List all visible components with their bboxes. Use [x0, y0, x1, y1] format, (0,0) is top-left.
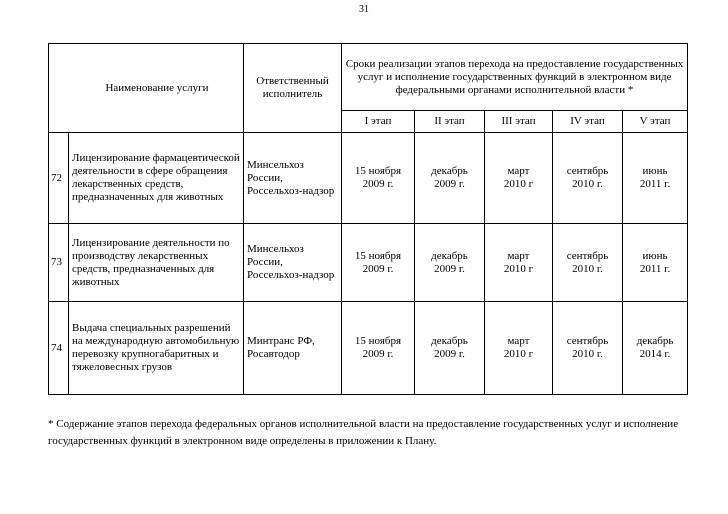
row-service: Лицензирование фармацевтической деятельности в сфере обращения лекарственных средств, предназначенных для животных [69, 133, 244, 224]
row-stage-2: декабрь 2009 г. [415, 302, 485, 395]
row-executor: Минсельхоз России, Россельхоз-надзор [244, 133, 342, 224]
row-number: 73 [49, 224, 69, 302]
row-stage-5: декабрь 2014 г. [623, 302, 688, 395]
row-service: Выдача специальных разрешений на международную автомобильную перевозку крупногабаритных и тяжеловесных грузов [69, 302, 244, 395]
row-stage-2: декабрь 2009 г. [415, 133, 485, 224]
row-stage-3: март 2010 г [485, 302, 553, 395]
row-stage-5: июнь 2011 г. [623, 224, 688, 302]
row-number: 74 [49, 302, 69, 395]
row-stage-5: июнь 2011 г. [623, 133, 688, 224]
header-stage-2: II этап [415, 111, 485, 133]
row-number: 72 [49, 133, 69, 224]
header-stage-5: V этап [623, 111, 688, 133]
row-stage-4: сентябрь 2010 г. [553, 302, 623, 395]
header-deadlines-title: Сроки реализации этапов перехода на предоставление государственных услуг и исполнение государственных функций в электронном виде федеральными органами исполнительной власти * [342, 44, 688, 111]
header-executor: Ответственный исполнитель [244, 44, 342, 133]
table-row [49, 133, 688, 224]
row-stage-1: 15 ноября 2009 г. [342, 224, 415, 302]
header-stage-4: IV этап [553, 111, 623, 133]
row-stage-4: сентябрь 2010 г. [553, 224, 623, 302]
header-stage-1: I этап [342, 111, 415, 133]
footnote: * Содержание этапов перехода федеральных органов исполнительной власти на предоставление государственных услуг и исполнение государственных функций в электронном виде определены в приложении к Плану. [48, 418, 679, 447]
row-executor: Минтранс РФ, Росавтодор [244, 302, 342, 395]
stages-table [48, 43, 688, 395]
row-service: Лицензирование деятельности по производству лекарственных средств, предназначенных для животных [69, 224, 244, 302]
row-stage-1: 15 ноября 2009 г. [342, 133, 415, 224]
header-service-name: Наименование услуги [49, 44, 244, 133]
page-number: 31 [359, 4, 369, 15]
table-row [49, 302, 688, 395]
header-stage-3: III этап [485, 111, 553, 133]
row-stage-4: сентябрь 2010 г. [553, 133, 623, 224]
header-row [49, 44, 688, 111]
row-executor: Минсельхоз России, Россельхоз-надзор [244, 224, 342, 302]
row-stage-3: март 2010 г [485, 133, 553, 224]
row-stage-3: март 2010 г [485, 224, 553, 302]
table-row [49, 224, 688, 302]
row-stage-1: 15 ноября 2009 г. [342, 302, 415, 395]
row-stage-2: декабрь 2009 г. [415, 224, 485, 302]
